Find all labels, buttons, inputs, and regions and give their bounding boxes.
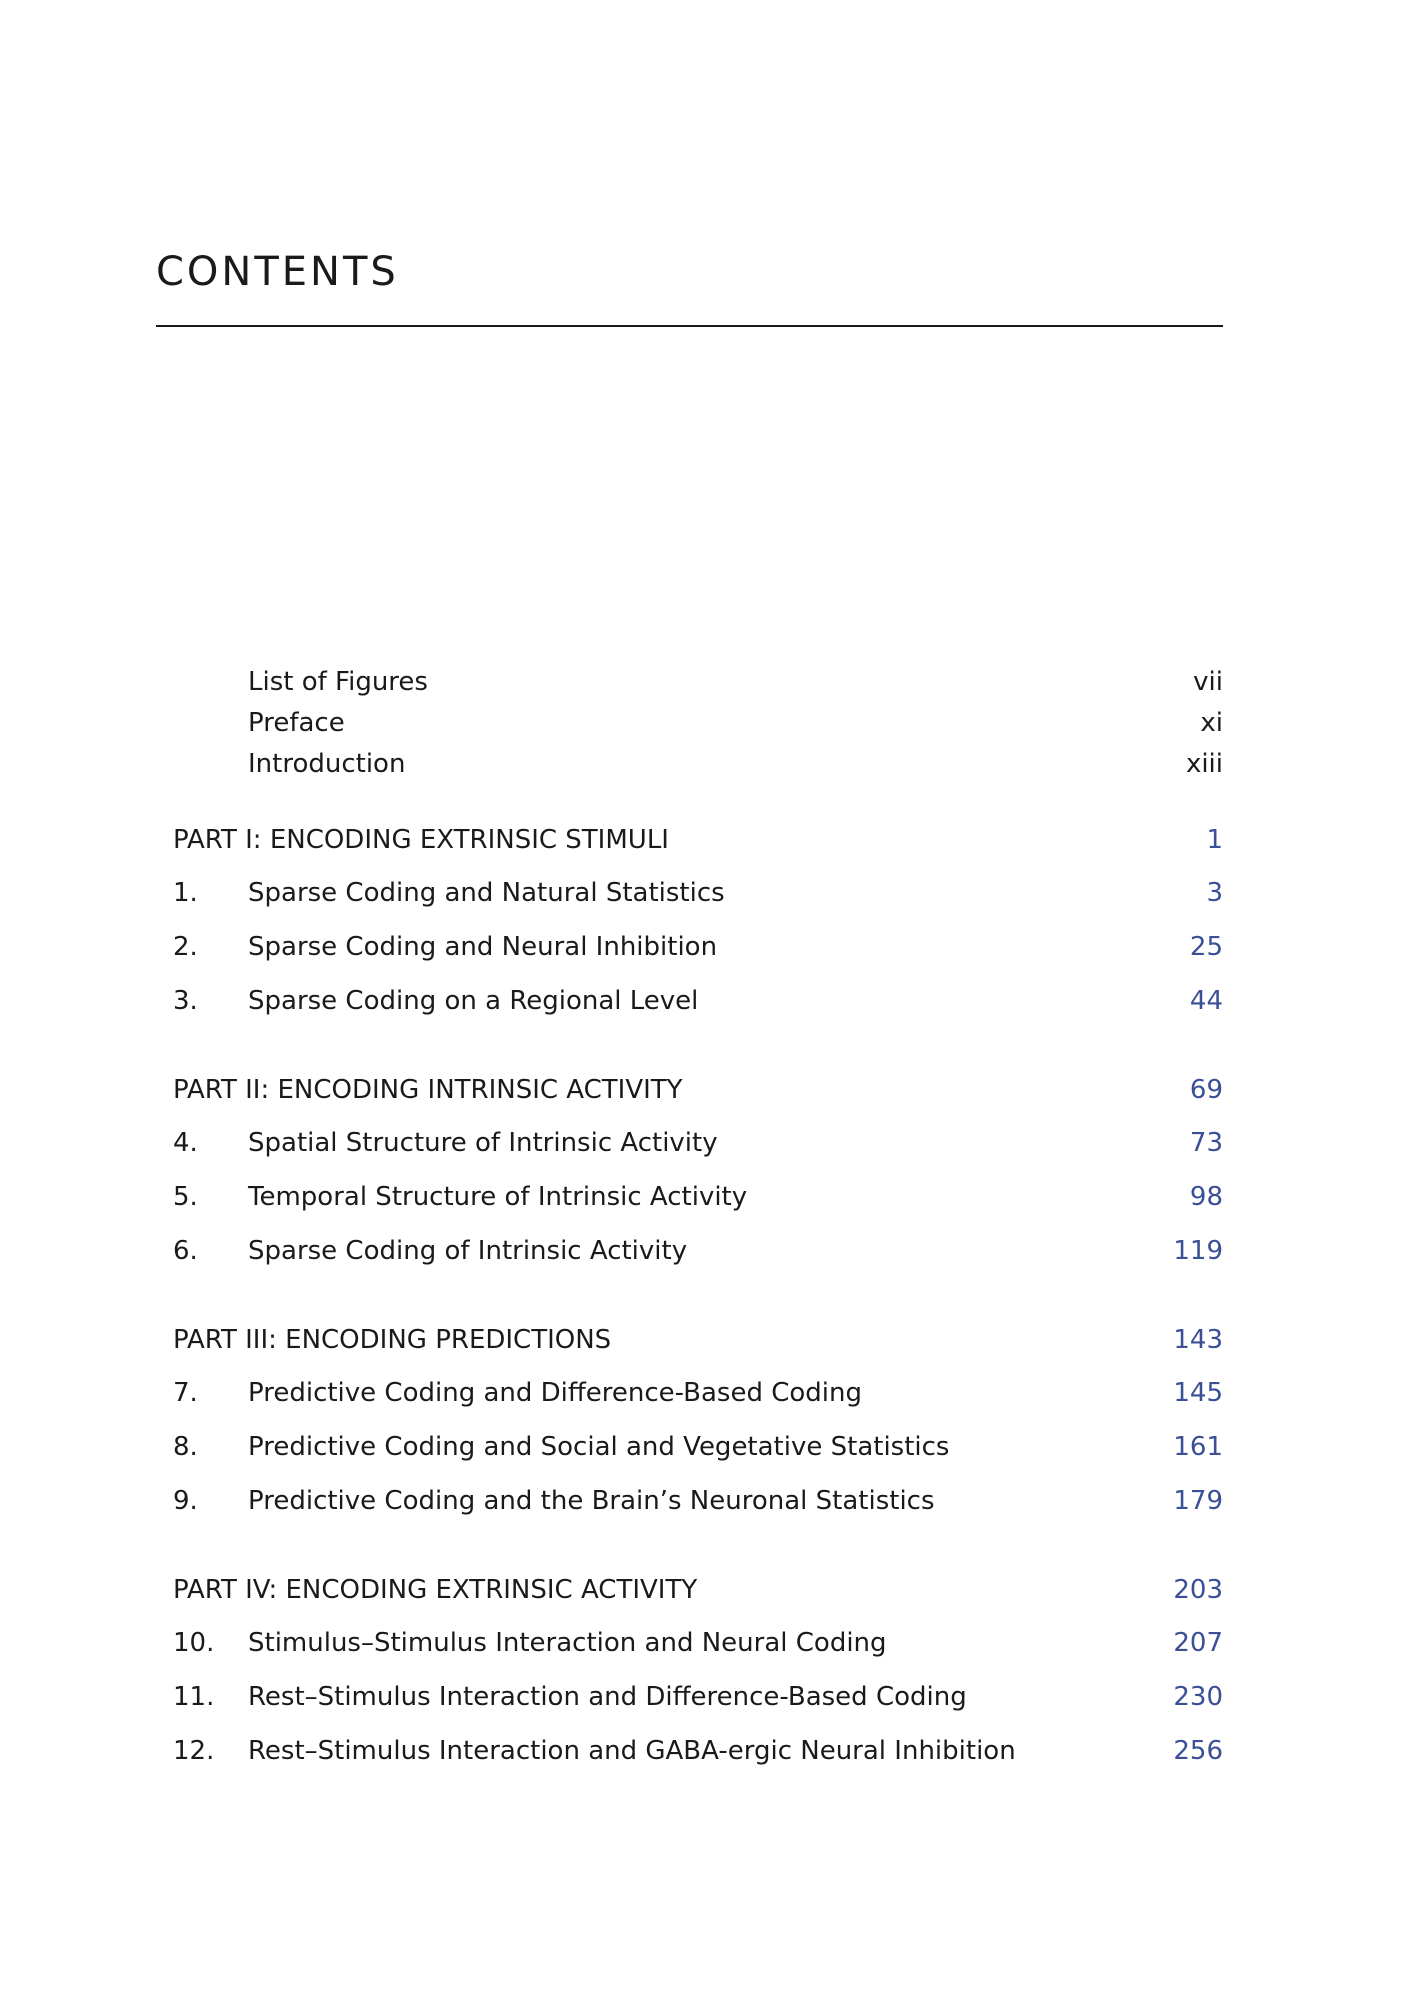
toc-chapter-title: Predictive Coding and Difference-Based Coding	[248, 1378, 862, 1408]
toc-chapter-number: 7.	[173, 1378, 198, 1408]
toc-entry-label: Preface	[248, 708, 345, 738]
toc-part-page: 1	[1206, 825, 1223, 855]
toc-part-label: PART I: ENCODING EXTRINSIC STIMULI	[173, 825, 669, 855]
toc-part-label: PART II: ENCODING INTRINSIC ACTIVITY	[173, 1075, 683, 1105]
toc-chapter-number: 5.	[173, 1182, 198, 1212]
toc-chapter-3[interactable]	[156, 981, 1223, 1021]
toc-chapter-number: 6.	[173, 1236, 198, 1266]
toc-chapter-7[interactable]	[156, 1373, 1223, 1413]
toc-chapter-page: 161	[1173, 1432, 1223, 1462]
toc-chapter-5[interactable]	[156, 1177, 1223, 1217]
toc-chapter-title: Rest–Stimulus Interaction and Difference-Based Coding	[248, 1682, 967, 1712]
toc-entry-list-of-figures[interactable]	[156, 662, 1223, 702]
toc-chapter-number: 10.	[173, 1628, 215, 1658]
toc-chapter-page: 207	[1173, 1628, 1223, 1658]
toc-chapter-page: 44	[1189, 986, 1223, 1016]
toc-entry-page: xiii	[1185, 749, 1223, 779]
toc-chapter-page: 98	[1189, 1182, 1223, 1212]
toc-part-1[interactable]	[156, 820, 1223, 860]
toc-part-2[interactable]	[156, 1070, 1223, 1110]
toc-chapter-number: 11.	[173, 1682, 215, 1712]
toc-chapter-number: 4.	[173, 1128, 198, 1158]
page-title: CONTENTS	[156, 249, 399, 295]
toc-chapter-title: Temporal Structure of Intrinsic Activity	[248, 1182, 748, 1212]
toc-chapter-9[interactable]	[156, 1481, 1223, 1521]
toc-chapter-title: Sparse Coding and Natural Statistics	[248, 878, 725, 908]
toc-part-page: 143	[1173, 1325, 1223, 1355]
toc-chapter-title: Predictive Coding and the Brain’s Neuronal Statistics	[248, 1486, 935, 1516]
toc-chapter-title: Sparse Coding and Neural Inhibition	[248, 932, 718, 962]
toc-part-label: PART III: ENCODING PREDICTIONS	[173, 1325, 612, 1355]
toc-chapter-page: 73	[1189, 1128, 1223, 1158]
toc-part-page: 203	[1173, 1575, 1223, 1605]
toc-chapter-number: 3.	[173, 986, 198, 1016]
toc-chapter-number: 1.	[173, 878, 198, 908]
toc-entry-page: xi	[1200, 708, 1223, 738]
toc-part-label: PART IV: ENCODING EXTRINSIC ACTIVITY	[173, 1575, 698, 1605]
toc-chapter-title: Sparse Coding of Intrinsic Activity	[248, 1236, 688, 1266]
toc-chapter-title: Stimulus–Stimulus Interaction and Neural Coding	[248, 1628, 887, 1658]
toc-chapter-1[interactable]	[156, 873, 1223, 913]
toc-chapter-number: 2.	[173, 932, 198, 962]
toc-entry-label: Introduction	[248, 749, 406, 779]
toc-chapter-number: 8.	[173, 1432, 198, 1462]
toc-chapter-number: 12.	[173, 1736, 215, 1766]
toc-chapter-number: 9.	[173, 1486, 198, 1516]
toc-chapter-page: 119	[1173, 1236, 1223, 1266]
toc-chapter-2[interactable]	[156, 927, 1223, 967]
toc-chapter-11[interactable]	[156, 1677, 1223, 1717]
toc-chapter-page: 3	[1206, 878, 1223, 908]
toc-chapter-6[interactable]	[156, 1231, 1223, 1271]
toc-chapter-12[interactable]	[156, 1731, 1223, 1771]
toc-chapter-page: 179	[1173, 1486, 1223, 1516]
toc-chapter-10[interactable]	[156, 1623, 1223, 1663]
toc-chapter-4[interactable]	[156, 1123, 1223, 1163]
toc-chapter-title: Predictive Coding and Social and Vegetative Statistics	[248, 1432, 950, 1462]
toc-part-3[interactable]	[156, 1320, 1223, 1360]
toc-entry-preface[interactable]	[156, 703, 1223, 743]
toc-chapter-title: Sparse Coding on a Regional Level	[248, 986, 699, 1016]
toc-chapter-8[interactable]	[156, 1427, 1223, 1467]
title-rule	[156, 325, 1223, 327]
toc-chapter-page: 256	[1173, 1736, 1223, 1766]
toc-entry-introduction[interactable]	[156, 744, 1223, 784]
toc-chapter-title: Rest–Stimulus Interaction and GABA-ergic Neural Inhibition	[248, 1736, 1016, 1766]
toc-entry-label: List of Figures	[248, 667, 428, 697]
toc-chapter-page: 145	[1173, 1378, 1223, 1408]
toc-chapter-page: 25	[1189, 932, 1223, 962]
toc-chapter-page: 230	[1173, 1682, 1223, 1712]
toc-part-page: 69	[1189, 1075, 1223, 1105]
toc-part-4[interactable]	[156, 1570, 1223, 1610]
toc-chapter-title: Spatial Structure of Intrinsic Activity	[248, 1128, 718, 1158]
toc-entry-page: vii	[1193, 667, 1223, 697]
